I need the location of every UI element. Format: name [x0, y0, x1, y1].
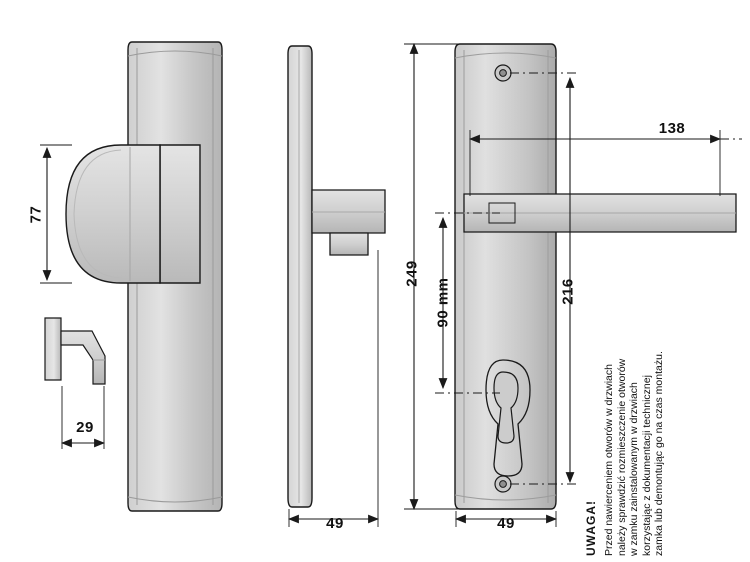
lever-detail-small [45, 318, 105, 384]
warning-note-line-1: Przed nawierceniem otworów w drzwiach [603, 364, 615, 556]
dimension-label-90mm: 90 mm [434, 277, 452, 328]
dimension-label-29: 29 [76, 419, 94, 436]
warning-note-line-5: zamka lub demontując go na czas montażu. [653, 351, 665, 556]
view-front-plate-with-knob [40, 42, 222, 511]
screw-hole-bottom [495, 476, 511, 492]
dimension-label-249: 249 [403, 260, 421, 287]
dimension-label-77: 77 [27, 205, 45, 224]
dimension-label-49-front: 49 [497, 515, 515, 532]
warning-note-line-3: w zamku zainstalowanym w drzwiach [628, 382, 640, 556]
dimension-29 [62, 386, 104, 449]
dimension-label-49-side: 49 [326, 515, 344, 532]
dimension-label-138: 138 [658, 120, 686, 137]
screw-hole-top [495, 65, 511, 81]
dimension-label-216: 216 [559, 278, 577, 305]
warning-note-line-2: należy sprawdzić rozmieszczenie otworów [615, 358, 628, 556]
warning-note-line-4: korzystając z dokumentacji technicznej [640, 375, 653, 556]
warning-note-title: UWAGA! [584, 500, 598, 556]
warning-note-block [584, 296, 750, 556]
lever-handle [464, 194, 736, 232]
